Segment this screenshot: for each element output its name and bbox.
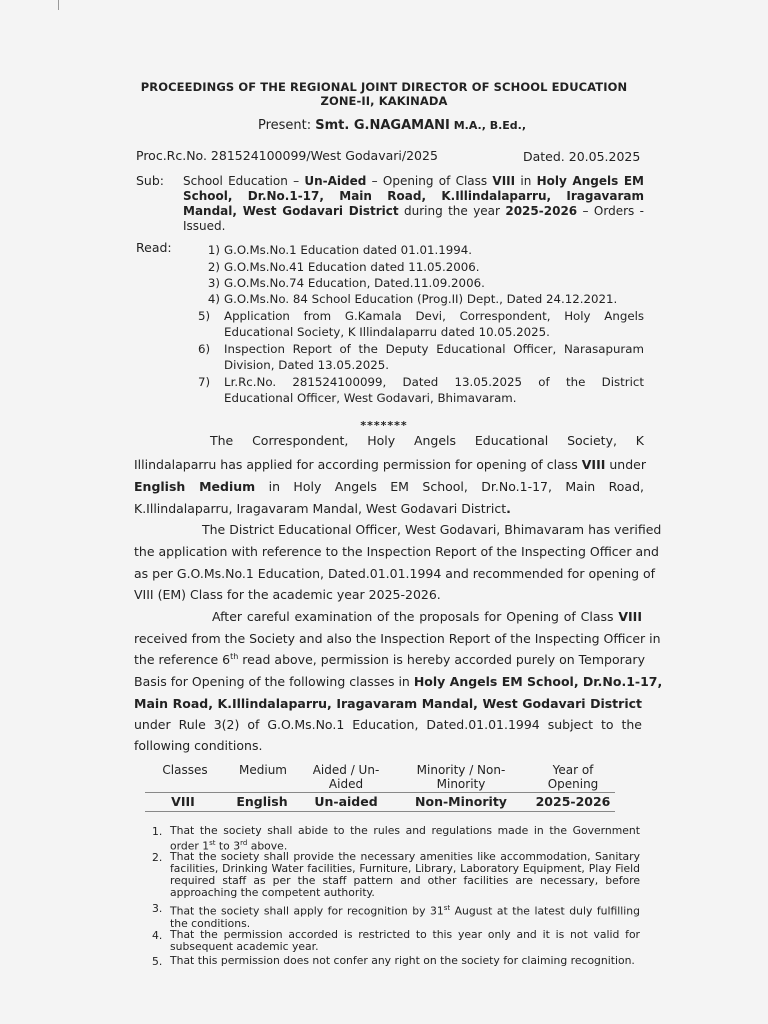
table-cell-minority: Non-Minority	[415, 794, 507, 809]
read-item-number: 5)	[198, 309, 211, 323]
present-name: Smt. G.NAGAMANI	[315, 118, 450, 133]
subject-line2: School, Dr.No.1-17, Main Road, K.Illindalaparru, Iragavaram	[183, 189, 644, 203]
scan-mark	[58, 0, 59, 10]
condition-text: That the society shall provide the necessary amenities like accommodation, Sanitary facilities, Drinking Water facilities, Furniture, Library, Laboratory Equipment, Play Field required staff as per the staff pattern and other facilities are necessary, before approaching the competent authority.	[170, 850, 640, 899]
condition-number: 5.	[152, 955, 163, 968]
read-item-number: 2)	[207, 260, 220, 274]
condition-text: That the society shall abide to the rules and regulations made in the Government order 1st to 3rd above.	[170, 824, 640, 853]
read-item-continuation: Division, Dated 13.05.2025.	[224, 358, 389, 372]
subject-line3: Mandal, West Godavari District during the year 2025-2026 – Orders -	[183, 204, 644, 218]
read-item-text: G.O.Ms.No. 84 School Education (Prog.II) Dept., Dated 24.12.2021.	[224, 292, 618, 306]
read-item-text: Lr.Rc.No. 281524100099, Dated 13.05.2025 of the District	[224, 375, 644, 389]
condition-number: 4.	[152, 929, 163, 942]
table-header-classes: Classes	[162, 763, 208, 777]
para1-line2: Illindalaparru has applied for according permission for opening of class VIII under	[134, 457, 646, 472]
condition-text: That the permission accorded is restricted to this year only and it is not valid for subsequent academic year.	[170, 928, 640, 953]
para3-line5: Main Road, K.Illindalaparru, Iragavaram Mandal, West Godavari District	[134, 696, 642, 711]
present-line	[0, 118, 768, 133]
condition-text: That the society shall apply for recognition by 31st August at the latest duly fulfilling the conditions.	[170, 904, 640, 930]
table-header-aided: Aided / Un- Aided	[312, 763, 380, 791]
table-header-minority: Minority / Non- Minority	[416, 763, 506, 791]
table-cell-class: VIII	[171, 794, 195, 809]
header-title-line2: ZONE-II, KAKINADA	[320, 94, 448, 108]
table-cell-medium: English	[236, 794, 288, 809]
read-item-text: G.O.Ms.No.74 Education, Dated.11.09.2006.	[224, 276, 485, 290]
read-item-text: G.O.Ms.No.41 Education dated 11.05.2006.	[224, 260, 480, 274]
read-item-continuation: Educational Officer, West Godavari, Bhimavaram.	[224, 391, 517, 405]
header-title-line1: PROCEEDINGS OF THE REGIONAL JOINT DIRECTOR OF SCHOOL EDUCATION	[140, 80, 628, 94]
table-rule-top	[145, 792, 615, 793]
read-item-number: 6)	[198, 342, 211, 356]
proc-date: Dated. 20.05.2025	[523, 149, 641, 164]
read-item	[198, 276, 485, 290]
subject-line1: School Education – Un-Aided – Opening of Class VIII in Holy Angels EM	[183, 174, 644, 188]
para2-line4: VIII (EM) Class for the academic year 2025-2026.	[134, 587, 441, 602]
condition-text: That this permission does not confer any right on the society for claiming recognition.	[170, 954, 635, 967]
read-item	[198, 243, 472, 257]
read-item-number: 4)	[207, 292, 220, 306]
present-degree: M.A., B.Ed.,	[449, 119, 527, 132]
table-cell-aided: Un-aided	[314, 794, 378, 809]
read-item	[198, 375, 644, 389]
table-cell-year: 2025-2026	[535, 794, 611, 809]
table-rule-bottom	[145, 811, 615, 812]
read-item-text: Application from G.Kamala Devi, Correspondent, Holy Angels	[224, 309, 644, 323]
read-item-text: Inspection Report of the Deputy Educational Officer, Narasapuram	[224, 342, 644, 356]
subject-label: Sub:	[136, 173, 165, 188]
para3-line4: Basis for Opening of the following classes in Holy Angels EM School, Dr.No.1-17,	[134, 674, 663, 689]
read-item-text: G.O.Ms.No.1 Education dated 01.01.1994.	[224, 243, 472, 257]
read-item-number: 7)	[198, 375, 211, 389]
para2-line1: The District Educational Officer, West Godavari, Bhimavaram has verified	[202, 522, 662, 537]
table-header-medium: Medium	[239, 763, 287, 777]
condition-number: 2.	[152, 851, 163, 864]
para1-line3: English Medium in Holy Angels EM School, Dr.No.1-17, Main Road,	[134, 479, 644, 494]
para1-line4: K.Illindalaparru, Iragavaram Mandal, West Godavari District.	[134, 501, 511, 516]
para3-line1: After careful examination of the proposals for Opening of Class VIII	[212, 609, 642, 624]
read-item-number: 3)	[207, 276, 220, 290]
read-item	[198, 342, 644, 356]
para2-line3: as per G.O.Ms.No.1 Education, Dated.01.01.1994 and recommended for opening of	[134, 566, 656, 581]
condition-number: 3.	[152, 902, 163, 915]
condition-number: 1.	[152, 825, 163, 838]
para2-line2: the application with reference to the Inspection Report of the Inspecting Officer and	[134, 544, 659, 559]
para3-line3: the reference 6th read above, permission is hereby accorded purely on Temporary	[134, 652, 645, 668]
read-label: Read:	[136, 240, 172, 255]
read-item-continuation: Educational Society, K Illindalaparru dated 10.05.2025.	[224, 325, 550, 339]
subject-line4: Issued.	[183, 219, 226, 233]
read-item	[198, 309, 644, 323]
para3-line2: received from the Society and also the Inspection Report of the Inspecting Officer in	[134, 631, 661, 646]
separator-stars: *******	[360, 419, 408, 432]
present-label: Present:	[257, 118, 316, 133]
proc-number: Proc.Rc.No. 281524100099/West Godavari/2025	[136, 148, 438, 163]
para3-line7: following conditions.	[134, 738, 263, 753]
para3-line6: under Rule 3(2) of G.O.Ms.No.1 Education, Dated.01.01.1994 subject to the	[134, 717, 642, 732]
read-item	[198, 292, 617, 306]
para1-line1: The Correspondent, Holy Angels Educational Society, K	[210, 433, 644, 448]
read-item-number: 1)	[207, 243, 220, 257]
table-header-year: Year of Opening	[547, 763, 599, 791]
read-item	[198, 260, 479, 274]
